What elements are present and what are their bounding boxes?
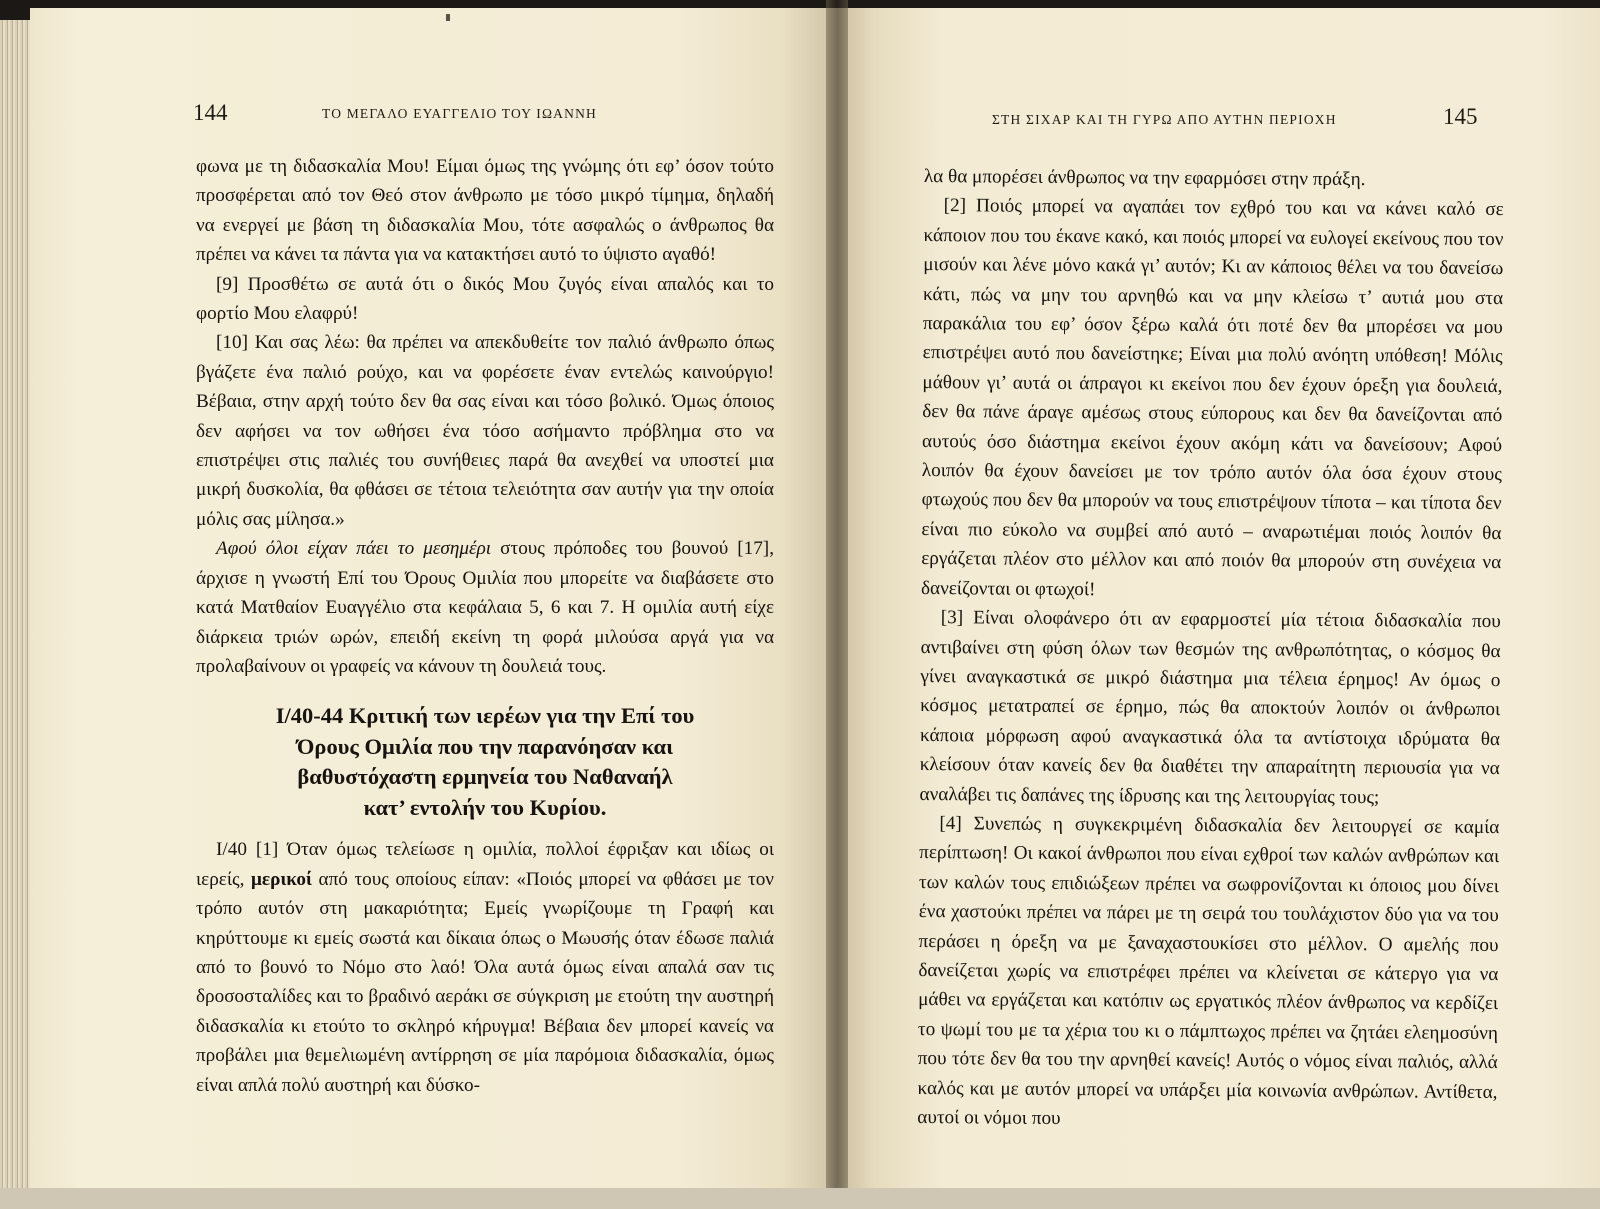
heading-line: βαθυστόχαστη ερμηνεία του Ναθαναήλ bbox=[297, 764, 673, 790]
scanner-bed bbox=[0, 1188, 1600, 1209]
chapter-heading bbox=[196, 701, 774, 823]
left-running-head: ΤΟ ΜΕΓΑΛΟ ΕΥΑΓΓΕΛΙΟ ΤΟΥ ΙΩΑΝΝΗ bbox=[322, 106, 597, 121]
right-page-number: 145 bbox=[1443, 104, 1478, 129]
paragraph: φωνα με τη διδασκαλία Μου! Είμαι όμως της γνώμης ότι εφ’ όσον τούτο προσφέρεται από τον Θεό στον άνθρωπο με τόσο μικρό τίμημα, δηλαδή να ενεργεί με βάση τη διδασκαλία Μου, τότε ασφαλώς ο άνθρωπος θα πρέπει να κάνει τα πάντα για να κατακτήσει αυτό το ύψιστο αγαθό! bbox=[196, 156, 774, 266]
book-gutter bbox=[826, 0, 848, 1209]
italic-phrase: Αφού όλοι είχαν πάει το μεσημέρι bbox=[216, 538, 492, 560]
paragraph: [9] Προσθέτω σε αυτά ότι ο δικός Μου ζυγός είναι απαλός και το φορτίο Μου ελαφρύ! bbox=[196, 273, 774, 325]
heading-line: κατ’ εντολήν του Κυρίου. bbox=[363, 794, 607, 820]
paragraph: [3] Είναι ολοφάνερο ότι αν εφαρμοστεί μία τέτοια διδασκαλία που αντιβαίνει στη φύση όλων των θεσμών της ανθρωπότητας, ο κόσμος θα γίνει αναγκαστικά σε μικρό διάστημα μια τέλεια έρημος! Αν όμως ο κόσμος μετατραπεί σε έρημο, πώς θα αποκτούν λοιπόν οι άνθρωποι κάποια μόρφωση αφού αναγκαστικά όλα τα αντίστοιχα ιδρύματα θα κλείσουν όταν κανείς δεν θα διαθέτει την απαραίτητη περιουσία για να αναλάβει τις δαπάνες της ίδρυσης και της λειτουργίας τους; bbox=[919, 607, 1501, 808]
paragraph-text: στους πρόποδες του βουνού [17], άρχισε η γνωστή Επί του Όρους Ομιλία που μπορείτε να διαβάσετε στο κατά Ματθαίον Ευαγγέλιο στα κεφάλαια 5, 6 και 7. Η ομιλία αυτή είχε διάρκεια τριών ωρών, επειδή εκείνη τη φορά μιλούσα αργά για να προλαβαίνουν οι γραφείς να κάνουν τη δουλειά τους. bbox=[196, 538, 774, 677]
heading-line: Ι/40-44 Κριτική των ιερέων για την Επί του bbox=[275, 703, 695, 729]
paragraph-text: Ι/40 [1] Όταν όμως τελείωσε η ομιλία, πολλοί έφριξαν και ιδίως οι ιερείς, bbox=[196, 839, 774, 890]
paragraph bbox=[196, 835, 774, 1100]
paragraph: [10] Και σας λέω: θα πρέπει να απεκδυθείτε τον παλιό άνθρωπο όπως βγάζετε ένα παλιό ρούχο, και να φορέσετε έναν εντελώς καινούργιο! Βέβαια, στην αρχή τούτο δεν θα σας είναι και τόσο βολικό. Όμως όποιος δεν αφήσει να τον ωθήσει ένα τόσο ασήμαντο πρόβλημα στο να επιστρέψει στις παλιές του συνήθειες παρά θα ανεχθεί να υποστεί μια μικρή δυσκολία, θα φθάσει σε τέτοια τελειότητα σαν αυτήν για την οποία μόλις σας μίλησα.» bbox=[196, 332, 774, 530]
paragraph-text: από τους οποίους είπαν: «Ποιός μπορεί να φθάσει με τον τρόπο αυτόν στη μακαριότητα; Εμείς γνωρίζουμε τη Γραφή και κηρύττουμε κι εμείς σωστά και δίκαια όπως ο Μωυσής όταν έδωσε παλιά από το βουνό το Νόμο στο λαό! Όλα αυτά όμως είναι απαλά σαν τις δροσοσταλίδες και το βραδινό αεράκι σε σύγκριση με ετούτη την αυστηρή διδασκαλία κι ετούτο το σκληρό κήρυγμα! Βέβαια δεν μπορεί κανείς να προβάλει μια θεμελιωμένη αντίρρηση σε μία παρόμοια διδασκαλία, όμως είναι απλά πολύ αυστηρή και δύσκο- bbox=[196, 868, 774, 1096]
bold-word: μερικοί bbox=[251, 868, 312, 890]
paragraph: [4] Συνεπώς η συγκεκριμένη διδασκαλία δεν λειτουργεί σε καμία περίπτωση! Οι κακοί άνθρωποι που είναι εχθροί των καλών ανθρώπων και των καλών τους επιδιώξεων πρέπει να σωφρονίζονται κι όποιος μου δίνει ένα χαστούκι πρέπει να πάρει με τη σειρά του τουλάχιστον δύο για να του περάσει η όρεξη να με ξαναχαστουκίσει στο μέλλον. Ο αμελής που δανείζεται χωρίς να επιστρέφει πρέπει να κλείνεται σε κάτεργο για να μάθει να εργάζεται και κατόπιν ως εργατικός πλέον άνθρωπος να κερδίζει το ψωμί του με τα χέρια του κι ο πάμπτωχος πρέπει να ζητάει ελεημοσύνη που τότε δεν θα του την αρνηθεί κανείς! Αυτός ο νόμος είναι παλιός, αλλά καλός και με αυτόν μπορεί να υπάρξει μία κοινωνία ανθρώπων. Αντίθετα, αυτοί οι νόμοι που bbox=[917, 813, 1500, 1129]
left-page-text bbox=[196, 152, 774, 1100]
print-mark bbox=[446, 14, 450, 21]
paragraph: [2] Ποιός μπορεί να αγαπάει τον εχθρό του και να κάνει καλό σε κάποιον που του έκανε κακό, και ποιός μπορεί να ευλογεί εκείνους που τον μισούν και λένε μόνο κακά γι’ αυτόν; Κι αν κάποιος θέλει να του δανείσω κάτι, πώς να μην του αρνηθώ και να μην κλείσω τ’ αυτιά μου στα παρακάλια του εφ’ όσον ξέρω καλά ότι ποτέ δεν θα μπορέσει να μου επιστρέψει αυτό που δανείστηκε; Είναι μια πολύ ανόητη υπόθεση! Μόλις μάθουν γι’ αυτά οι άπραγοι κι εκείνοι που δεν έχουν όρεξη για δουλειά, δεν θα πάνε άραγε αμέσως στους εύπορους και δεν θα δανείζονται από αυτούς όσο διάστημα εκείνοι έχουν ακόμη κάτι να δανείσουν; Αφού λοιπόν θα έχουν δανείσει με τον τρόπο αυτόν όλα όσα έχουν στους φτωχούς που δεν θα μπορούν να τους επιστρέψουν τίποτα – και τίποτα δεν είναι πιο εύκολο να συμβεί από αυτό – αναρωτιέμαι ποιός λοιπόν θα εργάζεται πλέον στο μέλλον και από ποιόν θα μπορούν στη συνέχεια να δανείζονται οι φτωχοί! bbox=[920, 195, 1504, 600]
right-running-head: ΣΤΗ ΣΙΧΑΡ ΚΑΙ ΤΗ ΓΥΡΩ ΑΠΟ ΑΥΤΗΝ ΠΕΡΙΟΧΗ bbox=[992, 112, 1337, 127]
heading-line: Όρους Ομιλία που την παρανόησαν και bbox=[296, 733, 674, 759]
left-page-number: 144 bbox=[193, 100, 228, 125]
paragraph: λα θα μπορέσει άνθρωπος να την εφαρμόσει στην πράξη. bbox=[923, 165, 1366, 191]
right-page-text bbox=[917, 162, 1504, 1136]
paragraph bbox=[196, 534, 774, 681]
